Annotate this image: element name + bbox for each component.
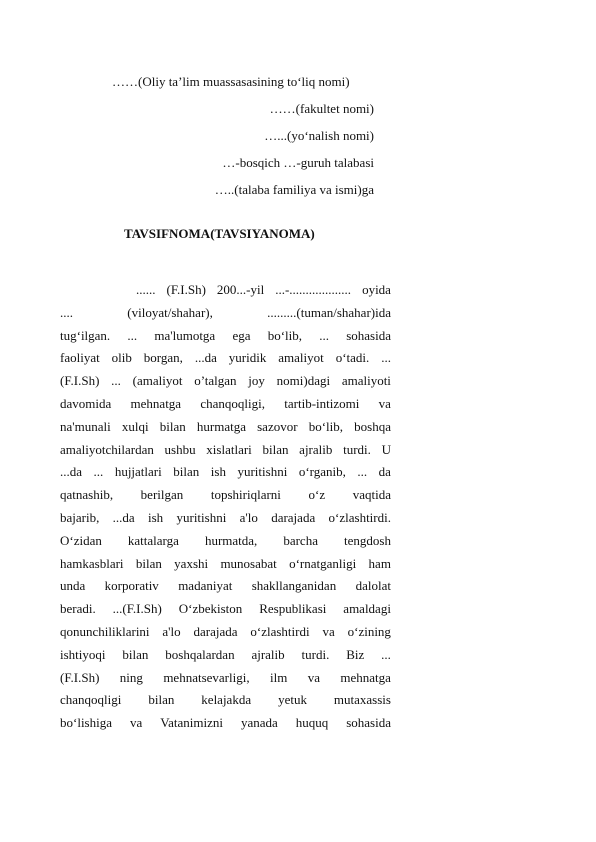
body-line	[60, 598, 391, 621]
body-word: o‘zining	[347, 623, 391, 639]
body-word: ...	[381, 350, 391, 366]
body-word: ajralib	[251, 646, 285, 662]
body-line	[60, 667, 391, 690]
body-word: o‘rnatganligi	[289, 555, 357, 571]
body-word: ...	[357, 464, 368, 480]
body-word: ajralib	[299, 441, 333, 457]
body-word: berilgan	[140, 487, 184, 503]
body-line	[60, 370, 391, 393]
body-word: (amaliyot	[132, 373, 183, 389]
body-word: hurmatga	[196, 418, 246, 434]
body-word: nomi)dagi	[276, 373, 331, 389]
body-word: bajarib,	[60, 509, 100, 525]
body-word: ...	[93, 464, 104, 480]
body-word: da	[378, 464, 391, 480]
body-word: ish	[210, 464, 226, 480]
body-word: amaliyoti	[341, 373, 391, 389]
body-word: turdi.	[301, 646, 330, 662]
body-word: bilan	[262, 441, 289, 457]
body-word: (F.I.Sh)	[60, 373, 100, 389]
body-word: .........(tuman/shahar)ida	[267, 304, 391, 320]
body-word: qatnashib,	[60, 487, 114, 503]
body-word: mehnatga	[130, 395, 182, 411]
body-word: va	[307, 669, 320, 685]
body-line	[60, 484, 391, 507]
body-word: o‘zlashtirdi	[250, 623, 310, 639]
body-word: amaliyot	[278, 350, 324, 366]
body-word: Biz	[346, 646, 365, 662]
body-word: tengdosh	[344, 532, 391, 548]
body-line	[60, 416, 391, 439]
body-word: ...	[111, 373, 121, 389]
body-word: ...(F.I.Sh)	[112, 601, 162, 617]
body-word: turdi.	[343, 441, 371, 457]
body-word: qonunchiliklarini	[60, 623, 150, 639]
body-word: sohasida	[346, 715, 391, 731]
body-word: tug‘ilgan.	[60, 327, 111, 343]
body-word: mehnatga	[340, 669, 391, 685]
body-word: bilan	[173, 464, 200, 480]
body-word: o’talgan	[194, 373, 237, 389]
body-word: darajada	[271, 509, 316, 525]
body-word: yuritishni	[237, 464, 288, 480]
body-word: bilan	[159, 418, 186, 434]
body-word: ...da	[112, 509, 135, 525]
body-word: ...	[127, 327, 138, 343]
body-word: darajada	[193, 623, 238, 639]
body-line	[60, 507, 391, 530]
body-word: yuritishni	[176, 509, 227, 525]
body-word: a'lo	[162, 623, 181, 639]
body-word: borgan,	[143, 350, 183, 366]
document-title: TAVSIFNOMA(TAVSIYANOMA)	[124, 226, 315, 241]
body-word: o‘zlashtirdi.	[328, 509, 391, 525]
header-university: ……(Oliy ta’lim muassasasining to‘liq nomi)	[112, 74, 350, 89]
body-word: yaxshi	[174, 555, 209, 571]
body-word: yuridik	[228, 350, 267, 366]
body-word: bilan	[122, 646, 149, 662]
body-line	[60, 530, 391, 553]
body-line	[60, 439, 391, 462]
body-word: chanqoqligi	[60, 692, 122, 708]
header-course-group: …-bosqich …-guruh talabasi	[222, 155, 374, 170]
body-word: va	[129, 715, 143, 731]
body-word: bo‘lib,	[308, 418, 343, 434]
body-word: amaliyotchilardan	[60, 441, 154, 457]
body-word: boshqalardan	[165, 646, 235, 662]
body-word: unda	[60, 578, 86, 594]
body-word: ish	[148, 509, 164, 525]
body-line	[60, 393, 391, 416]
body-line	[60, 461, 391, 484]
body-word: boshqa	[354, 418, 391, 434]
body-word: a'lo	[239, 509, 258, 525]
body-line	[60, 553, 391, 576]
body-word: chanqoqligi,	[200, 395, 266, 411]
body-word: o‘z	[308, 487, 326, 503]
body-word: ishtiyoqi	[60, 646, 106, 662]
body-word: na'munali	[60, 418, 111, 434]
body-word: kattalarga	[127, 532, 179, 548]
body-word: bilan	[148, 692, 175, 708]
body-word: mutaxassis	[333, 692, 391, 708]
body-word: olib	[111, 350, 132, 366]
body-word: munosabat	[220, 555, 277, 571]
body-word: Vatanimizni	[160, 715, 224, 731]
body-line	[60, 347, 391, 370]
body-word: ...da	[60, 464, 83, 480]
body-word: korporativ	[104, 578, 159, 594]
body-word: sohasida	[346, 327, 391, 343]
body-word: va	[378, 395, 391, 411]
body-word: ning	[119, 669, 143, 685]
body-word: shakllanganidan	[251, 578, 337, 594]
body-word: ...	[381, 646, 391, 662]
header-faculty: ……(fakultet nomi)	[269, 101, 374, 116]
body-word: ham	[368, 555, 391, 571]
body-word: bilan	[135, 555, 162, 571]
body-word: (viloyat/shahar),	[127, 304, 213, 320]
body-word: dalolat	[355, 578, 391, 594]
body-word: ma'lumotga	[154, 327, 216, 343]
body-word: (F.I.Sh)	[166, 282, 206, 297]
body-word: mehnatsevarligi,	[163, 669, 250, 685]
body-word: huquq	[295, 715, 329, 731]
body-line	[60, 689, 391, 712]
body-word: ...da	[194, 350, 217, 366]
body-word: hujjatlari	[114, 464, 162, 480]
body-line	[60, 325, 391, 348]
body-word: vaqtida	[352, 487, 391, 503]
body-word: ......	[136, 282, 156, 297]
body-word: joy	[248, 373, 265, 389]
body-word: ega	[232, 327, 251, 343]
body-word: sazovor	[257, 418, 298, 434]
body-word: amaldagi	[343, 601, 391, 617]
body-word: barcha	[283, 532, 318, 548]
body-word: faoliyat	[60, 350, 100, 366]
body-word: ilm	[269, 669, 288, 685]
body-word: kelajakda	[201, 692, 252, 708]
body-word: U	[381, 441, 391, 457]
body-word: va	[322, 623, 335, 639]
body-word: yetuk	[278, 692, 307, 708]
body-word: hamkasblari	[60, 555, 124, 571]
body-word: xulqi	[121, 418, 149, 434]
body-word: xislatlari	[206, 441, 252, 457]
body-word: tartib-intizomi	[284, 395, 360, 411]
body-word: bo‘lishiga	[60, 715, 112, 731]
body-word: madaniyat	[178, 578, 233, 594]
body-word: O‘zidan	[60, 532, 102, 548]
body-line	[60, 575, 391, 598]
body-line	[60, 712, 391, 735]
body-word: oyida	[362, 282, 391, 297]
body-word: ...	[319, 327, 329, 343]
body-word: (F.I.Sh)	[60, 669, 100, 685]
body-word: ushbu	[164, 441, 196, 457]
body-line	[60, 302, 391, 325]
body-line	[60, 621, 391, 644]
body-word: yanada	[240, 715, 278, 731]
document-body	[60, 279, 391, 735]
body-word: topshiriqlarni	[210, 487, 281, 503]
body-word: o‘tadi.	[335, 350, 370, 366]
body-word: davomida	[60, 395, 112, 411]
body-word: O‘zbekiston	[178, 601, 243, 617]
body-word: ....	[60, 304, 73, 320]
body-word: Respublikasi	[259, 601, 327, 617]
body-line	[60, 279, 391, 302]
body-word: hurmatda,	[204, 532, 258, 548]
body-word: 200...-yil	[216, 282, 265, 297]
body-word: beradi.	[60, 601, 96, 617]
header-direction: …...(yo‘nalish nomi)	[264, 128, 374, 143]
header-student: …..(talaba familiya va ismi)ga	[214, 182, 374, 197]
body-word: o‘rganib,	[298, 464, 346, 480]
body-line	[60, 644, 391, 667]
body-word: ...-...................	[275, 282, 352, 297]
body-word: bo‘lib,	[267, 327, 303, 343]
